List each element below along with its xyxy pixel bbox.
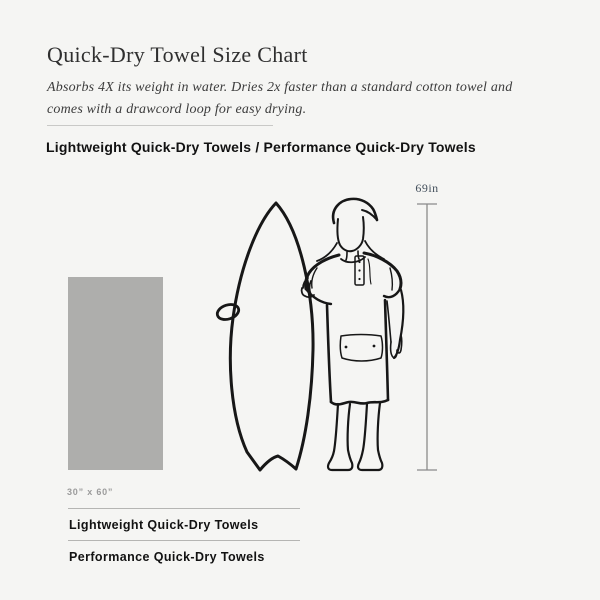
pocket-button-left [345, 346, 348, 349]
page-title: Quick-Dry Towel Size Chart [47, 42, 308, 67]
legend-label-performance: Performance Quick-Dry Towels [69, 550, 265, 564]
legend-label-lightweight: Lightweight Quick-Dry Towels [69, 518, 259, 532]
person-illustration [302, 199, 404, 470]
face [337, 217, 363, 251]
legend-row-lightweight [68, 508, 300, 540]
height-measure-line [417, 204, 437, 470]
surfboard-illustration [215, 203, 313, 470]
button-1 [358, 261, 360, 263]
surfboard-outline [230, 203, 313, 470]
left-sleeve-seam [312, 268, 317, 288]
legend-row-performance [68, 540, 300, 572]
right-leg [358, 403, 382, 470]
hair [333, 199, 377, 223]
right-arm-inner [387, 301, 391, 342]
towel-legend [68, 508, 300, 572]
subtitle-line-2: comes with a drawcord loop for easy drying. [47, 102, 307, 117]
height-label: 69in [415, 181, 439, 195]
towel-size-label: 30” x 60” [67, 487, 114, 497]
poncho-right-edge [385, 300, 388, 400]
collar [341, 257, 365, 262]
button-3 [358, 278, 360, 280]
button-2 [358, 269, 360, 271]
right-sleeve-seam [390, 268, 392, 290]
left-leg [328, 404, 352, 470]
section-heading: Lightweight Quick-Dry Towels / Performance Quick-Dry Towels [46, 139, 476, 155]
fabric-fold [368, 259, 371, 284]
towel-swatch [68, 277, 163, 470]
poncho-left-edge [327, 305, 331, 402]
pocket-button-right [373, 345, 376, 348]
surfboard-loop [215, 302, 240, 322]
subtitle-line-1: Absorbs 4X its weight in water. Dries 2x faster than a standard cotton towel and [47, 80, 513, 95]
